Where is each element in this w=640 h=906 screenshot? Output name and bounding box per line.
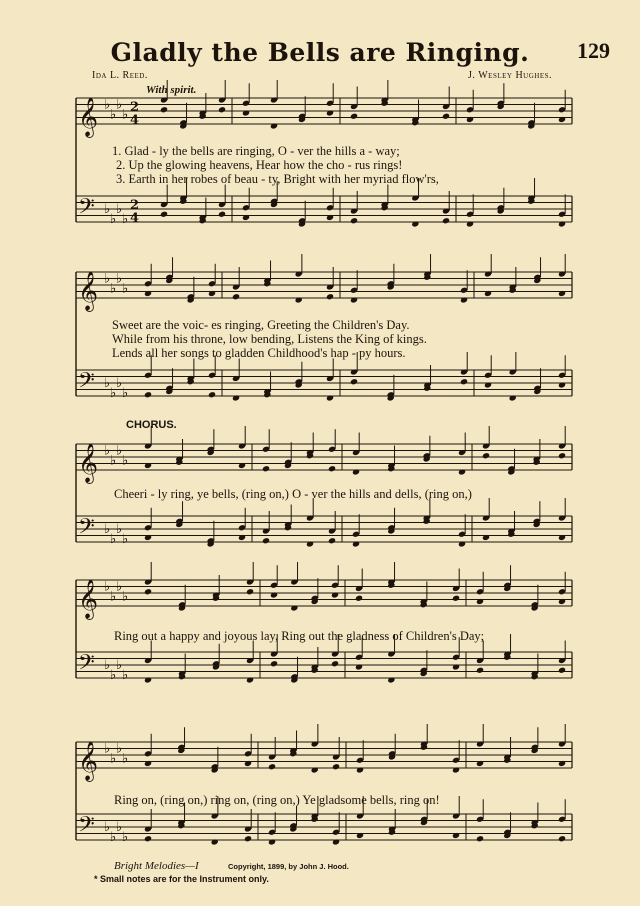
note-head xyxy=(242,214,250,221)
flat-sign: ♭ xyxy=(104,376,111,391)
note-head xyxy=(270,591,278,598)
flat-sign: ♭ xyxy=(104,741,111,757)
note-head xyxy=(332,763,340,770)
note-head xyxy=(331,591,339,598)
verse-2-line-2: While from his throne, low bending, Listens the King of kings. xyxy=(112,332,427,346)
note-head xyxy=(558,381,566,388)
flat-sign: ♭ xyxy=(122,107,129,123)
note-head xyxy=(558,598,566,605)
note-head xyxy=(460,378,468,385)
flat-sign: ♭ xyxy=(110,751,117,767)
note-head xyxy=(246,588,254,595)
flat-sign: ♭ xyxy=(110,385,117,401)
note-head xyxy=(232,293,240,300)
note-head xyxy=(270,660,278,667)
note-head xyxy=(460,296,468,303)
bass-clef: 𝄢 xyxy=(78,514,95,545)
tempo-marking: With spirit. xyxy=(146,84,197,96)
flat-sign: ♭ xyxy=(116,741,123,757)
note-head xyxy=(466,220,474,227)
note-head xyxy=(144,835,152,842)
lyricist-credit: Ida L. Reed. xyxy=(92,70,148,81)
note-head xyxy=(452,595,460,602)
note-head xyxy=(326,109,334,116)
note-head xyxy=(218,106,226,113)
note-head xyxy=(558,220,566,227)
note-head xyxy=(208,290,216,297)
flat-sign: ♭ xyxy=(110,829,117,845)
note-head xyxy=(328,537,336,544)
note-head xyxy=(458,540,466,547)
treble-clef: 𝄞 xyxy=(78,97,99,137)
flat-sign: ♭ xyxy=(104,820,111,835)
note-head xyxy=(326,394,334,401)
bass-clef: 𝄢 xyxy=(78,650,95,681)
note-head xyxy=(246,676,254,683)
note-head xyxy=(558,452,566,459)
note-head xyxy=(326,214,334,221)
note-head xyxy=(160,211,168,218)
time-signature: 4 xyxy=(130,113,140,128)
note-head xyxy=(476,835,484,842)
time-signature: 2 xyxy=(130,198,140,213)
flat-sign: ♭ xyxy=(116,271,123,287)
note-head xyxy=(295,296,303,303)
chorus-line-2: Ring out a happy and joyous lay, Ring out the gladness of Children's Day; xyxy=(114,629,485,643)
flat-sign: ♭ xyxy=(110,107,117,123)
note-head xyxy=(268,763,276,770)
note-head xyxy=(356,766,364,773)
verse-1-line-1: 1. Glad - ly the bells are ringing, O - ver the hills a - way; xyxy=(112,144,400,158)
note-head xyxy=(262,537,270,544)
note-head xyxy=(484,381,492,388)
note-head xyxy=(558,667,566,674)
note-head xyxy=(355,663,363,670)
flat-sign: ♭ xyxy=(104,202,111,217)
note-head xyxy=(306,540,314,547)
treble-clef: 𝄞 xyxy=(78,741,99,781)
flat-sign: ♭ xyxy=(110,667,117,683)
flat-sign: ♭ xyxy=(110,531,117,547)
note-head xyxy=(458,468,466,475)
note-head xyxy=(476,598,484,605)
flat-sign: ♭ xyxy=(104,522,111,537)
treble-clef: 𝄞 xyxy=(78,579,99,619)
page-number: 129 xyxy=(577,38,610,63)
note-head xyxy=(442,113,450,120)
footnote: * Small notes are for the Instrument only. xyxy=(94,874,269,884)
flat-sign: ♭ xyxy=(104,579,111,595)
note-head xyxy=(242,109,250,116)
flat-sign: ♭ xyxy=(116,658,123,673)
flat-sign: ♭ xyxy=(116,376,123,391)
treble-clef: 𝄞 xyxy=(78,271,99,311)
note-head xyxy=(452,663,460,670)
verse-3-line-2: Lends all her songs to gladden Childhood's hap - py hours. xyxy=(112,346,406,360)
flat-sign: ♭ xyxy=(110,589,117,605)
note-head xyxy=(476,760,484,767)
flat-sign: ♭ xyxy=(122,667,129,683)
note-head xyxy=(238,462,246,469)
note-head xyxy=(352,540,360,547)
note-head xyxy=(311,766,319,773)
flat-sign: ♭ xyxy=(116,97,123,113)
note-head xyxy=(232,394,240,401)
note-head xyxy=(452,832,460,839)
bass-clef: 𝄢 xyxy=(78,812,95,843)
flat-sign: ♭ xyxy=(104,271,111,287)
verse-1-line-2: Sweet are the voic- es ringing, Greeting the Children's Day. xyxy=(112,318,410,332)
note-head xyxy=(144,290,152,297)
flat-sign: ♭ xyxy=(122,211,129,227)
note-head xyxy=(290,604,298,611)
note-head xyxy=(160,106,168,113)
flat-sign: ♭ xyxy=(122,531,129,547)
note-head xyxy=(482,452,490,459)
time-signature: 4 xyxy=(130,211,140,226)
bass-clef: 𝄢 xyxy=(78,194,95,225)
flat-sign: ♭ xyxy=(122,453,129,469)
note-head xyxy=(558,835,566,842)
flat-sign: ♭ xyxy=(122,829,129,845)
note-head xyxy=(244,835,252,842)
note-head xyxy=(328,465,336,472)
note-head xyxy=(509,394,517,401)
note-head xyxy=(558,534,566,541)
note-head xyxy=(484,290,492,297)
bass-clef: 𝄢 xyxy=(78,368,95,399)
time-signature: 2 xyxy=(130,100,140,115)
note-head xyxy=(208,391,216,398)
note-head xyxy=(268,838,276,845)
note-head xyxy=(476,667,484,674)
note-head xyxy=(144,534,152,541)
note-head xyxy=(326,293,334,300)
treble-clef: 𝄞 xyxy=(78,443,99,483)
flat-sign: ♭ xyxy=(122,751,129,767)
flat-sign: ♭ xyxy=(104,443,111,459)
note-head xyxy=(244,760,252,767)
note-head xyxy=(387,676,395,683)
note-head xyxy=(144,391,152,398)
note-head xyxy=(482,534,490,541)
flat-sign: ♭ xyxy=(116,579,123,595)
chorus-line-1: Cheeri - ly ring, ye bells, (ring on,) O - ver the hills and dells, (ring on,) xyxy=(114,487,472,501)
flat-sign: ♭ xyxy=(116,443,123,459)
note-head xyxy=(356,832,364,839)
flat-sign: ♭ xyxy=(116,202,123,217)
hymn-title: Gladly the Bells are Ringing. xyxy=(110,38,530,67)
composer-credit: J. Wesley Hughes. xyxy=(468,70,552,81)
chorus-label: CHORUS. xyxy=(126,419,177,431)
note-head xyxy=(350,217,358,224)
note-head xyxy=(466,116,474,123)
flat-sign: ♭ xyxy=(116,522,123,537)
note-head xyxy=(350,378,358,385)
note-head xyxy=(211,838,219,845)
note-head xyxy=(332,838,340,845)
note-head xyxy=(218,211,226,218)
flat-sign: ♭ xyxy=(122,589,129,605)
note-head xyxy=(144,760,152,767)
verse-2-line-1: 2. Up the glowing heavens, Hear how the cho - rus rings! xyxy=(116,158,403,172)
note-head xyxy=(558,116,566,123)
flat-sign: ♭ xyxy=(104,97,111,113)
flat-sign: ♭ xyxy=(110,211,117,227)
note-head xyxy=(452,766,460,773)
note-head xyxy=(558,290,566,297)
note-head xyxy=(144,462,152,469)
note-head xyxy=(331,660,339,667)
flat-sign: ♭ xyxy=(116,820,123,835)
note-head xyxy=(262,465,270,472)
flat-sign: ♭ xyxy=(122,385,129,401)
note-head xyxy=(238,534,246,541)
chorus-line-3: Ring on, (ring on,) ring on, (ring on,) Ye gladsome bells, ring on! xyxy=(114,793,440,807)
note-head xyxy=(442,217,450,224)
flat-sign: ♭ xyxy=(110,281,117,297)
flat-sign: ♭ xyxy=(110,453,117,469)
copyright-notice: Copyright, 1899, by John J. Hood. xyxy=(228,862,349,871)
note-head xyxy=(270,122,278,129)
note-head xyxy=(411,220,419,227)
note-head xyxy=(558,760,566,767)
note-head xyxy=(144,588,152,595)
book-title: Bright Melodies—I xyxy=(114,860,199,872)
note-head xyxy=(352,468,360,475)
note-head xyxy=(144,676,152,683)
flat-sign: ♭ xyxy=(122,281,129,297)
flat-sign: ♭ xyxy=(104,658,111,673)
verse-3-line-1: 3. Earth in her robes of beau - ty, Bright with her myriad flow'rs, xyxy=(116,172,439,186)
note-head xyxy=(350,296,358,303)
note-head xyxy=(355,595,363,602)
note-head xyxy=(350,113,358,120)
